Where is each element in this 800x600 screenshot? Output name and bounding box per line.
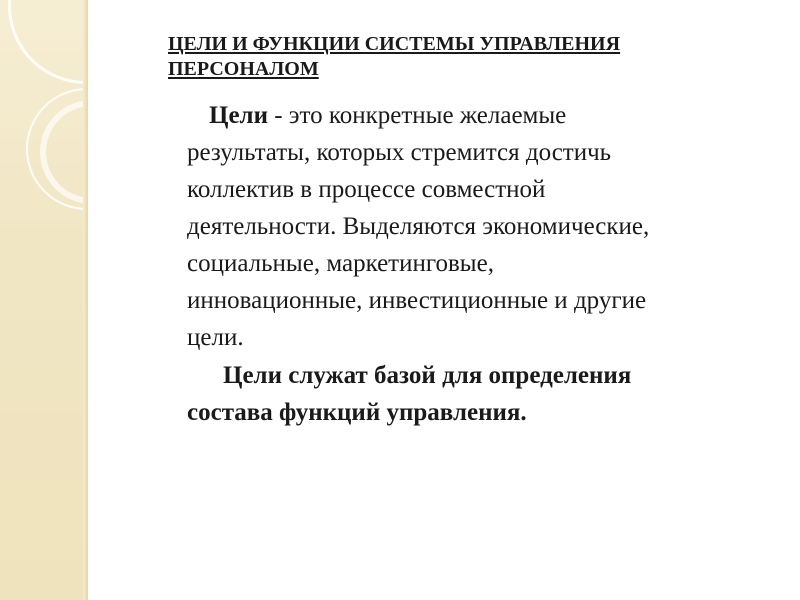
paragraph-line: социальные, маркетинговые, (187, 250, 494, 277)
slide-title-line: ЦЕЛИ И ФУНКЦИИ СИСТЕМЫ УПРАВЛЕНИЯ (168, 33, 621, 55)
goals-basis-paragraph (187, 357, 787, 431)
paragraph-line: цели. (187, 324, 244, 351)
paragraph-line: состава функций управления. (187, 399, 527, 426)
paragraph-line: коллектив в процессе совместной (187, 176, 546, 203)
paragraph-line: инновационные, инвестиционные и другие (187, 287, 647, 314)
goals-term: Цели (209, 102, 268, 129)
decorative-ring (8, 0, 88, 84)
paragraph-line: деятельности. Выделяются экономические, (187, 213, 650, 240)
slide-body (187, 97, 787, 431)
slide-title (168, 32, 748, 82)
paragraph-line: Цели служат базой для определения (223, 362, 632, 389)
decorative-side-panel (0, 0, 88, 600)
definition-text: - это конкретные желаемые (267, 102, 567, 129)
paragraph-line: результаты, которых стремится достичь (187, 139, 612, 166)
paragraph-line (187, 97, 787, 134)
goals-definition-paragraph (187, 97, 787, 356)
slide-title-line: ПЕРСОНАЛОМ (168, 58, 319, 80)
